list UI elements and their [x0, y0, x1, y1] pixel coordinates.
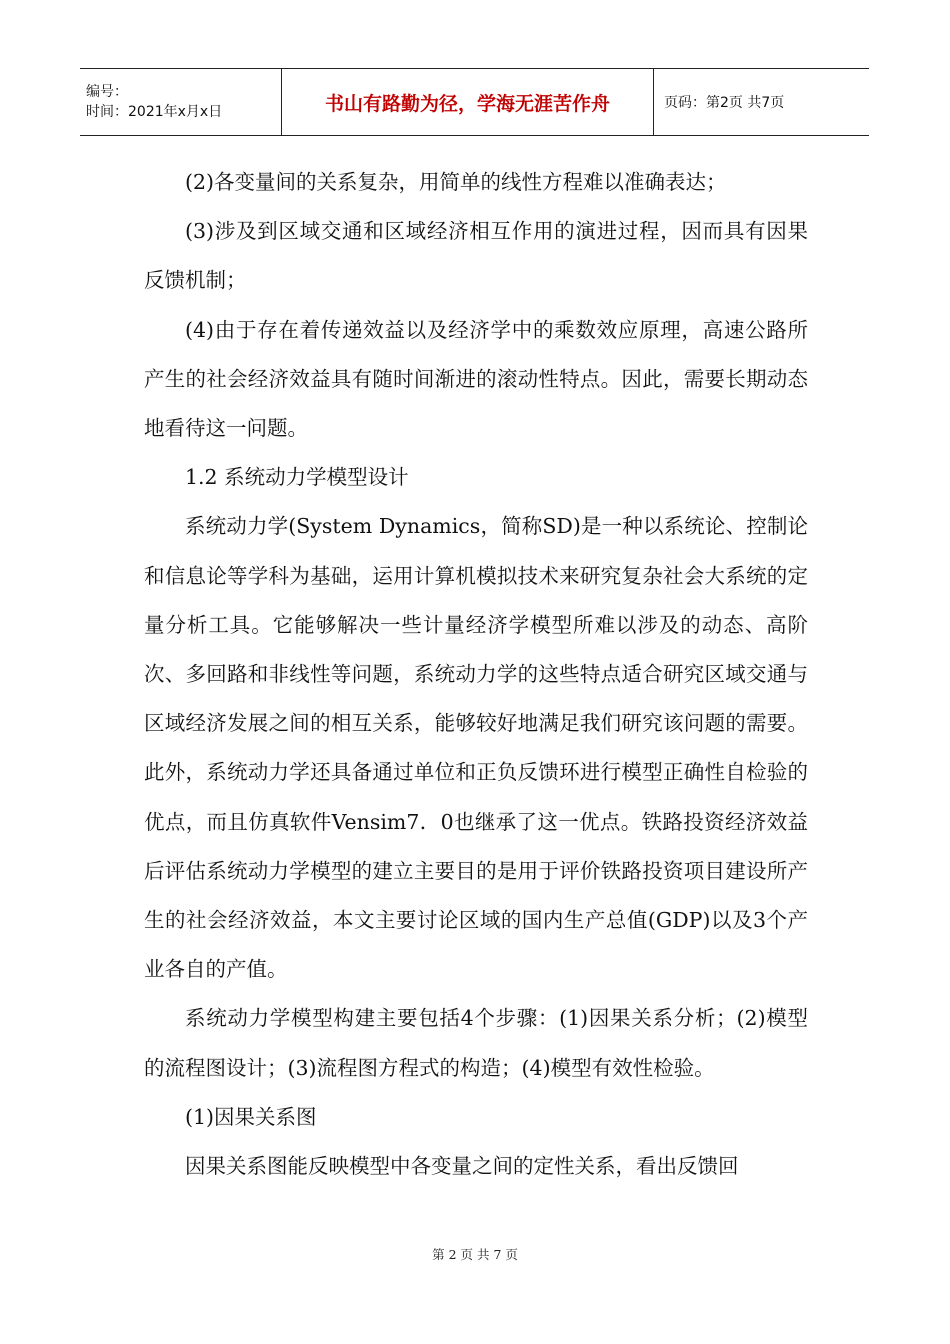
motto-text: 书山有路勤为径，学海无涯苦作舟	[324, 92, 610, 115]
paragraph: 系统动力学(System Dynamics，简称SD)是一种以系统论、控制论和信息论等学科为基础，运用计算机模拟技术来研究复杂社会大系统的定量分析工具。它能够解决一些计量经济学模型所难以涉及的动态、高阶次、多回路和非线性等问题，系统动力学的这些特点适合研究区域交通与区域经济发展之间的相互关系，能够较好地满足我们研究该问题的需要。此外，系统动力学还具备通过单位和正负反馈环进行模型正确性自检验的优点，而且仿真软件Vensim7．0也继承了这一优点。铁路投资经济效益后评估系统动力学模型的建立主要目的是用于评价铁路投资项目建设所产生的社会经济效益，本文主要讨论区域的国内生产总值(GDP)以及3个产业各自的产值。	[144, 514, 808, 982]
paragraph: (4)由于存在着传递效益以及经济学中的乘数效应原理，高速公路所产生的社会经济效益具有随时间渐进的滚动性特点。因此，需要长期动态地看待这一问题。	[144, 317, 808, 441]
section-heading: 1.2 系统动力学模型设计	[185, 465, 409, 490]
footer-page-number: 第 2 页 共 7 页	[432, 1247, 518, 1262]
page-footer	[0, 1245, 950, 1263]
paragraph: 因果关系图能反映模型中各变量之间的定性关系，看出反馈回	[185, 1154, 739, 1179]
header-page-info	[654, 69, 869, 135]
paragraph: 系统动力学模型构建主要包括4个步骤：(1)因果关系分析；(2)模型的流程图设计；(3)流程图方程式的构造；(4)模型有效性检验。	[144, 1006, 808, 1080]
subsection-heading: (1)因果关系图	[185, 1104, 317, 1129]
page-header	[80, 68, 869, 136]
serial-label: 编号：	[86, 84, 128, 100]
header-motto	[282, 69, 654, 135]
paragraph: (2)各变量间的关系复杂，用简单的线性方程难以准确表达；	[185, 170, 727, 194]
document-body	[144, 158, 808, 1191]
date-label: 时间：2021年x月x日	[86, 104, 223, 120]
paragraph: (3)涉及到区域交通和区域经济相互作用的演进过程，因而具有因果反馈机制；	[144, 219, 808, 293]
page-info-text: 页码：第2页 共7页	[664, 95, 785, 111]
header-meta	[80, 69, 282, 135]
